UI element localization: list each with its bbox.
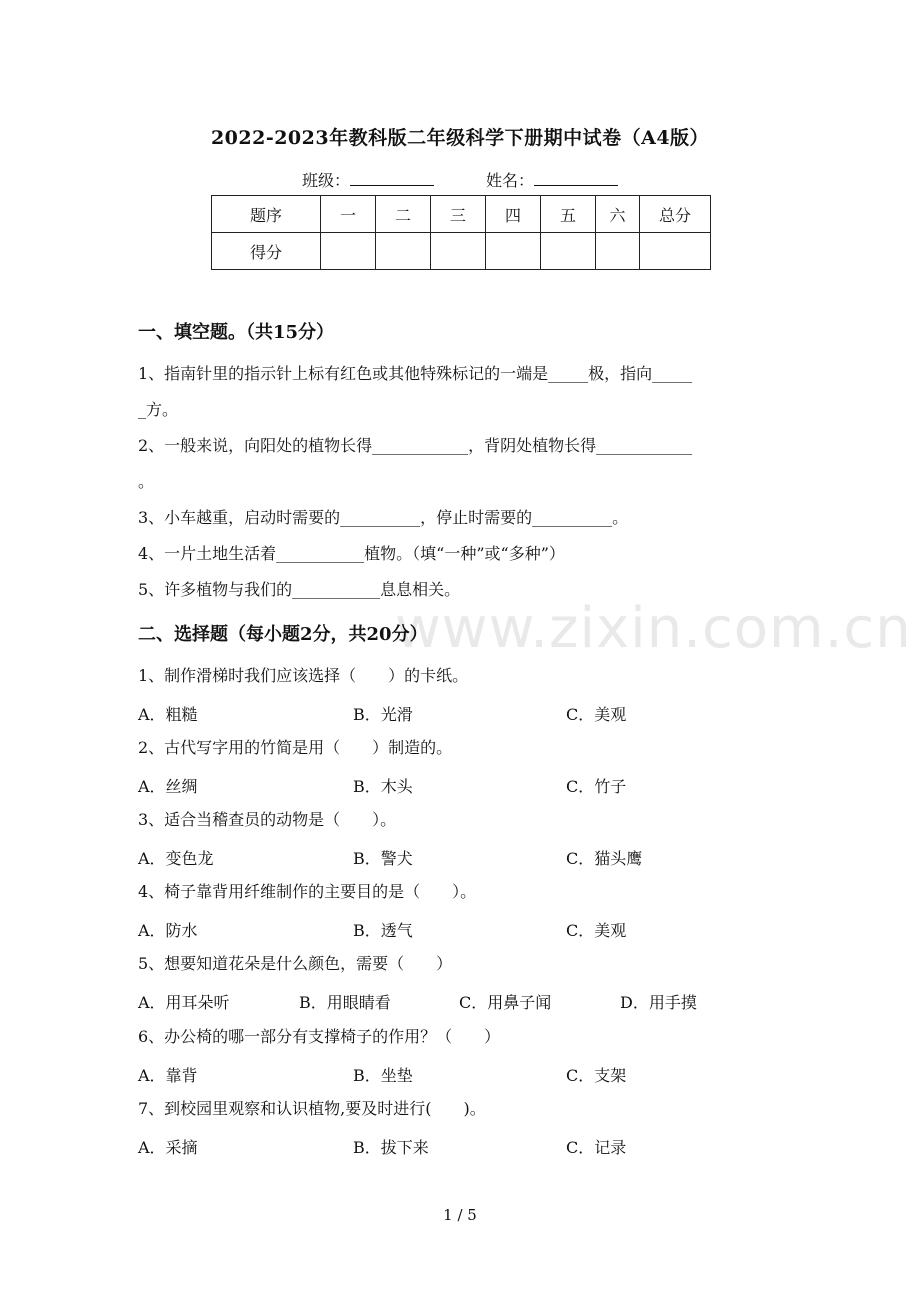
fill-question-continuation: _方。 bbox=[138, 400, 179, 419]
score-table bbox=[211, 195, 711, 270]
fill-question-continuation: 。 bbox=[138, 472, 155, 491]
row-label-cell: 得分 bbox=[212, 233, 321, 270]
choice-question-stem: 4、椅子靠背用纤维制作的主要目的是（ ）。 bbox=[138, 882, 477, 901]
choice-option[interactable]: B．用眼睛看 bbox=[299, 993, 391, 1012]
watermark: www.zixin.com.cn bbox=[395, 596, 912, 661]
choice-question-stem: 5、想要知道花朵是什么颜色，需要（ ） bbox=[138, 954, 453, 973]
score-table-header-row bbox=[212, 196, 711, 233]
choice-question-stem: 3、适合当稽查员的动物是（ ）。 bbox=[138, 810, 397, 829]
score-cell[interactable] bbox=[321, 233, 376, 270]
header-cell: 三 bbox=[431, 196, 486, 233]
header-cell: 题序 bbox=[212, 196, 321, 233]
header-cell: 六 bbox=[596, 196, 640, 233]
fill-question: 2、一般来说，向阳处的植物长得____________，背阴处植物长得____________ bbox=[138, 436, 693, 455]
header-cell: 五 bbox=[541, 196, 596, 233]
header-cell: 一 bbox=[321, 196, 376, 233]
choice-option[interactable]: A．靠背 bbox=[138, 1066, 198, 1085]
header-cell: 总分 bbox=[640, 196, 711, 233]
name-label: 姓名： bbox=[486, 171, 535, 190]
choice-option[interactable]: B．警犬 bbox=[353, 849, 413, 868]
fill-question: 4、一片土地生活着___________植物。（填“一种”或“多种”） bbox=[138, 544, 565, 563]
exam-title: 2022-2023年教科版二年级科学下册期中试卷（A4版） bbox=[210, 127, 710, 149]
page-number: 1 / 5 bbox=[443, 1206, 477, 1224]
choice-option[interactable]: C．竹子 bbox=[566, 777, 627, 796]
choice-option[interactable]: C．美观 bbox=[566, 921, 627, 940]
choice-option[interactable]: B．拔下来 bbox=[353, 1138, 429, 1157]
choice-option[interactable]: A．采摘 bbox=[138, 1138, 198, 1157]
header-cell: 四 bbox=[486, 196, 541, 233]
choice-option[interactable]: B．透气 bbox=[353, 921, 413, 940]
choice-question-stem: 6、办公椅的哪一部分有支撑椅子的作用？（ ） bbox=[138, 1027, 501, 1046]
choice-question-stem: 7、到校园里观察和认识植物,要及时进行( )。 bbox=[138, 1099, 486, 1118]
choice-option[interactable]: A．变色龙 bbox=[138, 849, 214, 868]
section1-heading: 一、填空题。（共15分） bbox=[138, 322, 335, 343]
score-table-score-row bbox=[212, 233, 711, 270]
header-cell: 二 bbox=[376, 196, 431, 233]
score-cell[interactable] bbox=[640, 233, 711, 270]
fill-question: 3、小车越重，启动时需要的__________，停止时需要的__________。 bbox=[138, 508, 629, 527]
choice-option[interactable]: B．坐垫 bbox=[353, 1066, 413, 1085]
score-cell[interactable] bbox=[431, 233, 486, 270]
choice-question-stem: 2、古代写字用的竹简是用（ ）制造的。 bbox=[138, 738, 453, 757]
choice-option[interactable]: A．防水 bbox=[138, 921, 198, 940]
choice-option[interactable]: C．美观 bbox=[566, 705, 627, 724]
choice-option[interactable]: C．支架 bbox=[566, 1066, 627, 1085]
choice-option[interactable]: B．光滑 bbox=[353, 705, 413, 724]
score-cell[interactable] bbox=[486, 233, 541, 270]
fill-question: 1、指南针里的指示针上标有红色或其他特殊标记的一端是_____极，指向_____ bbox=[138, 364, 693, 383]
class-blank[interactable] bbox=[350, 171, 434, 186]
section2-heading: 二、选择题（每小题2分，共20分） bbox=[138, 624, 428, 645]
choice-option[interactable]: C．记录 bbox=[566, 1138, 627, 1157]
name-blank[interactable] bbox=[534, 171, 618, 186]
score-cell[interactable] bbox=[376, 233, 431, 270]
choice-option[interactable]: D．用手摸 bbox=[620, 993, 697, 1012]
score-cell[interactable] bbox=[596, 233, 640, 270]
score-cell[interactable] bbox=[541, 233, 596, 270]
student-info bbox=[0, 168, 920, 191]
choice-option[interactable]: C．用鼻子闻 bbox=[459, 993, 552, 1012]
choice-option[interactable]: A．丝绸 bbox=[138, 777, 198, 796]
class-label: 班级： bbox=[301, 171, 350, 190]
choice-option[interactable]: C．猫头鹰 bbox=[566, 849, 643, 868]
choice-question-stem: 1、制作滑梯时我们应该选择（ ）的卡纸。 bbox=[138, 666, 469, 685]
choice-option[interactable]: A．用耳朵听 bbox=[138, 993, 230, 1012]
fill-question: 5、许多植物与我们的___________息息相关。 bbox=[138, 580, 461, 599]
choice-option[interactable]: A．粗糙 bbox=[138, 705, 198, 724]
choice-option[interactable]: B．木头 bbox=[353, 777, 413, 796]
